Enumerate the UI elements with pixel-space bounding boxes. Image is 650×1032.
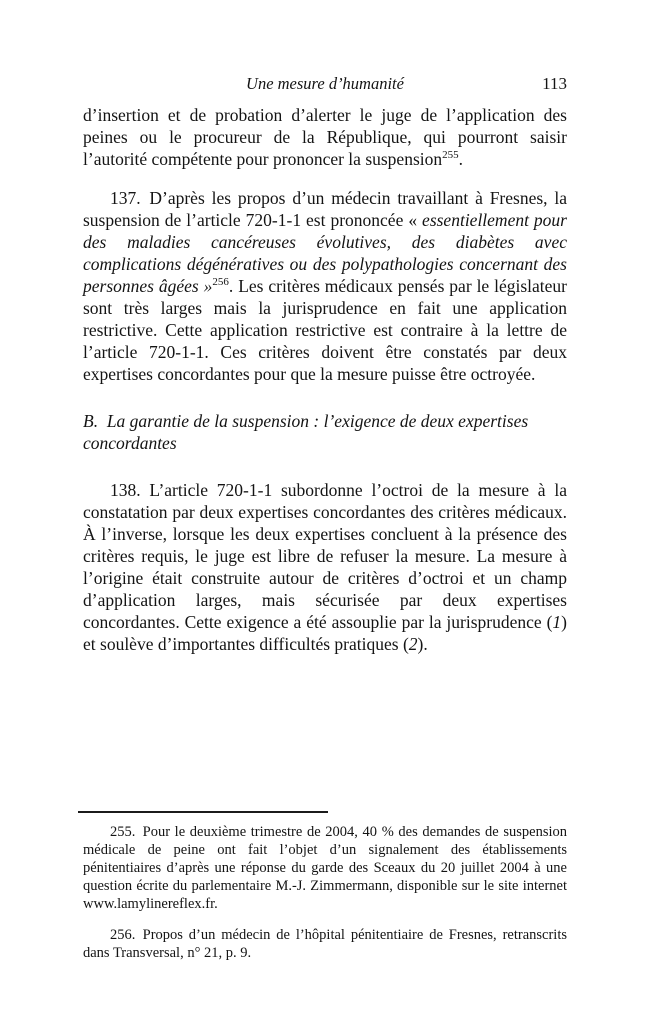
paragraph-137 bbox=[83, 187, 567, 385]
paragraph-continuation-period: . bbox=[458, 149, 464, 169]
running-header bbox=[83, 74, 567, 96]
paragraph-138-lead: 138. L’article 720-1-1 subordonne l’octroi de la mesure à la constatation par deux expertises concordantes des critères médicaux. À l’inverse, lorsque les deux expertises concluent à la présence des critères requis, le juge est libre de refuser la mesure. La mesure à l’origine était construite autour de critères d’octroi et un champ d’application larges, mais sécurisée par deux expertises concordantes. Cette exigence a été assouplie par la jurisprudence ( bbox=[83, 480, 567, 632]
section-b-heading: B. La garantie de la suspension : l’exigence de deux expertises concordantes bbox=[83, 411, 529, 453]
footnote-ref-255: 255 bbox=[442, 149, 459, 161]
paragraph-continuation-text: d’insertion et de probation d’alerter le juge de l’application des peines ou le procureur de la République, qui pourront saisir l’autorité compétente pour prononcer la suspension bbox=[83, 105, 567, 169]
footnote-255: 255. Pour le deuxième trimestre de 2004, 40 % des demandes de suspension médicale de peine ont fait l’objet d’un signalement des établissements pénitentiaires d’après une réponse du garde des Sceaux du 20 juillet 2004 à une question écrite du parlementaire M.-J. Zimmermann, disponible sur le site internet www.lamylinereflex.fr. bbox=[83, 824, 567, 912]
paragraph-138-ref1: 1 bbox=[552, 612, 562, 632]
footnote-256: 256. Propos d’un médecin de l’hôpital pénitentiaire de Fresnes, retranscrits dans Transversal, n° 21, p. 9. bbox=[83, 927, 567, 961]
page-number: 113 bbox=[542, 74, 567, 93]
paragraph-continuation bbox=[83, 104, 567, 170]
footnote-separator-rule bbox=[78, 811, 328, 813]
paragraph-138 bbox=[83, 479, 567, 655]
paragraph-138-end: ). bbox=[417, 634, 428, 654]
footnotes-block bbox=[83, 811, 567, 962]
paragraph-137-quote: essentiellement pour des maladies cancéreuses évolutives, des diabètes avec complications dégénératives ou des polypathologies concernant des personnes âgées » bbox=[83, 210, 567, 296]
paragraph-137-lead: 137. D’après les propos d’un médecin travaillant à Fresnes, la suspension de l’article 720-1-1 est prononcée « bbox=[83, 188, 567, 230]
paragraph-138-ref2: 2 bbox=[408, 634, 418, 654]
paragraph-137-rest: . Les critères médicaux pensés par le législateur sont très larges mais la jurisprudence en fait une application restrictive. Cette application restrictive est contraire à la lettre de l’article 720-1-1. Ces critères doivent être constatés par deux expertises concordantes pour que la mesure puisse être octroyée. bbox=[83, 276, 568, 384]
paragraph-138-mid: ) et soulève d’importantes difficultés pratiques ( bbox=[83, 612, 567, 654]
footnote-ref-256: 256 bbox=[212, 276, 229, 288]
body-text bbox=[83, 104, 567, 655]
running-title: Une mesure d’humanité bbox=[246, 74, 404, 93]
